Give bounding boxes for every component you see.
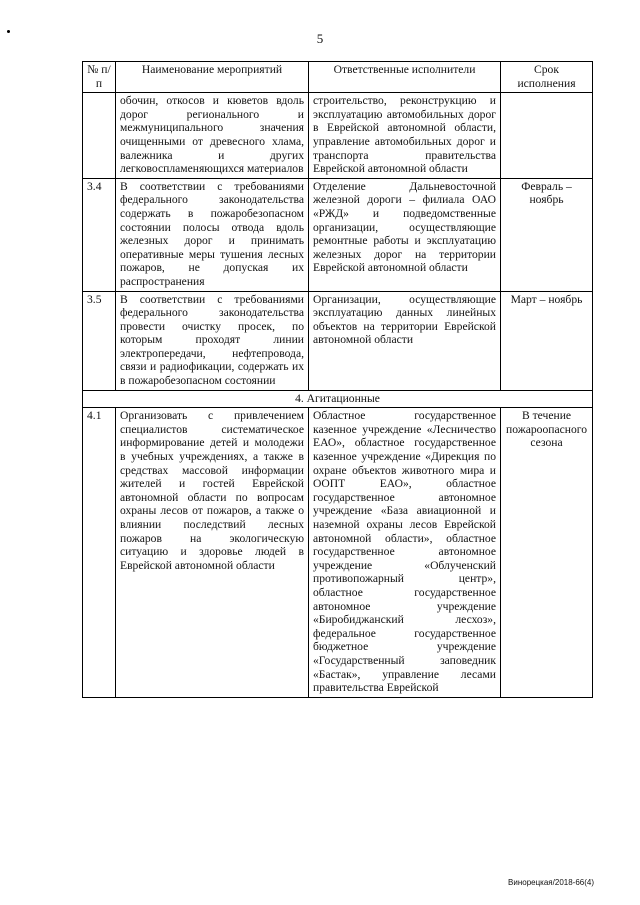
row-name: Организовать с привлечением специалистов систематическое информирование детей и молодежи в учебных учреждениях, а также в средствах массовой информации жителей и гостей Еврейской автономной области по вопросам охраны лесов от пожаров, а также о влиянии последствий лесных пожаров на экологическую ситуацию и здоровье людей в Еврейской автономной области [116, 408, 309, 697]
row-num [83, 93, 116, 179]
row-name: В соответствии с требованиями федерального законодательства провести очистку просек, по которым проходят линии электропередачи, нефтепровода, связи и радиофикации, содержать их в пожаробезопасном состоянии [116, 291, 309, 390]
page-number: 5 [316, 31, 324, 46]
header-num: № п/п [83, 62, 116, 93]
table-header-row [83, 62, 593, 93]
row-name: В соответствии с требованиями федерального законодательства содержать в пожаробезопасном состоянии полосы отвода вдоль железных дорог и принимать оперативные меры тушения лесных пожаров, не допуская их распространения [116, 178, 309, 291]
measures-table [82, 61, 593, 698]
row-term [501, 93, 593, 179]
table-row [83, 178, 593, 291]
header-name: Наименование мероприятий [116, 62, 309, 93]
document-code: Винорецкая/2018-66(4) [508, 878, 594, 887]
row-num: 3.5 [83, 291, 116, 390]
header-term: Срок исполнения [501, 62, 593, 93]
row-term: В течение пожароопасного сезона [501, 408, 593, 697]
header-responsible: Ответственные исполнители [309, 62, 501, 93]
table-row [83, 291, 593, 390]
row-responsible: Областное государственное казенное учреждение «Лесничество ЕАО», областное государственное казенное учреждение «Дирекция по охране объектов животного мира и ООПТ ЕАО», областное государственное автономное учреждение «База авиационной и наземной охраны лесов Еврейской автономной области», областное государственное автономное учреждение «Облученский противопожарный центр», областное государственное автономное учреждение «Биробиджанский лесхоз», федеральное государственное бюджетное учреждение «Государственный заповедник «Бастак», управление лесами правительства Еврейской [309, 408, 501, 697]
table-row [83, 408, 593, 697]
table-row [83, 93, 593, 179]
row-responsible: Отделение Дальневосточной железной дороги – филиала ОАО «РЖД» и подведомственные организации, осуществляющие ремонтные работы и эксплуатацию железных дорог на территории Еврейской автономной области [309, 178, 501, 291]
section-header-row [83, 390, 593, 408]
row-responsible: строительство, реконструкцию и эксплуатацию автомобильных дорог в Еврейской автономной области, управление автомобильных дорог и транспорта правительства Еврейской автономной области [309, 93, 501, 179]
row-term: Март – ноябрь [501, 291, 593, 390]
section-title: 4. Агитационные [83, 390, 593, 408]
row-name: обочин, откосов и кюветов вдоль дорог регионального и межмуниципального значения очищенными от древесного хлама, валежника и других легковоспламеняющихся материалов [116, 93, 309, 179]
row-responsible: Организации, осуществляющие эксплуатацию данных линейных объектов на территории Еврейской автономной области [309, 291, 501, 390]
row-num: 4.1 [83, 408, 116, 697]
row-num: 3.4 [83, 178, 116, 291]
row-term: Февраль – ноябрь [501, 178, 593, 291]
